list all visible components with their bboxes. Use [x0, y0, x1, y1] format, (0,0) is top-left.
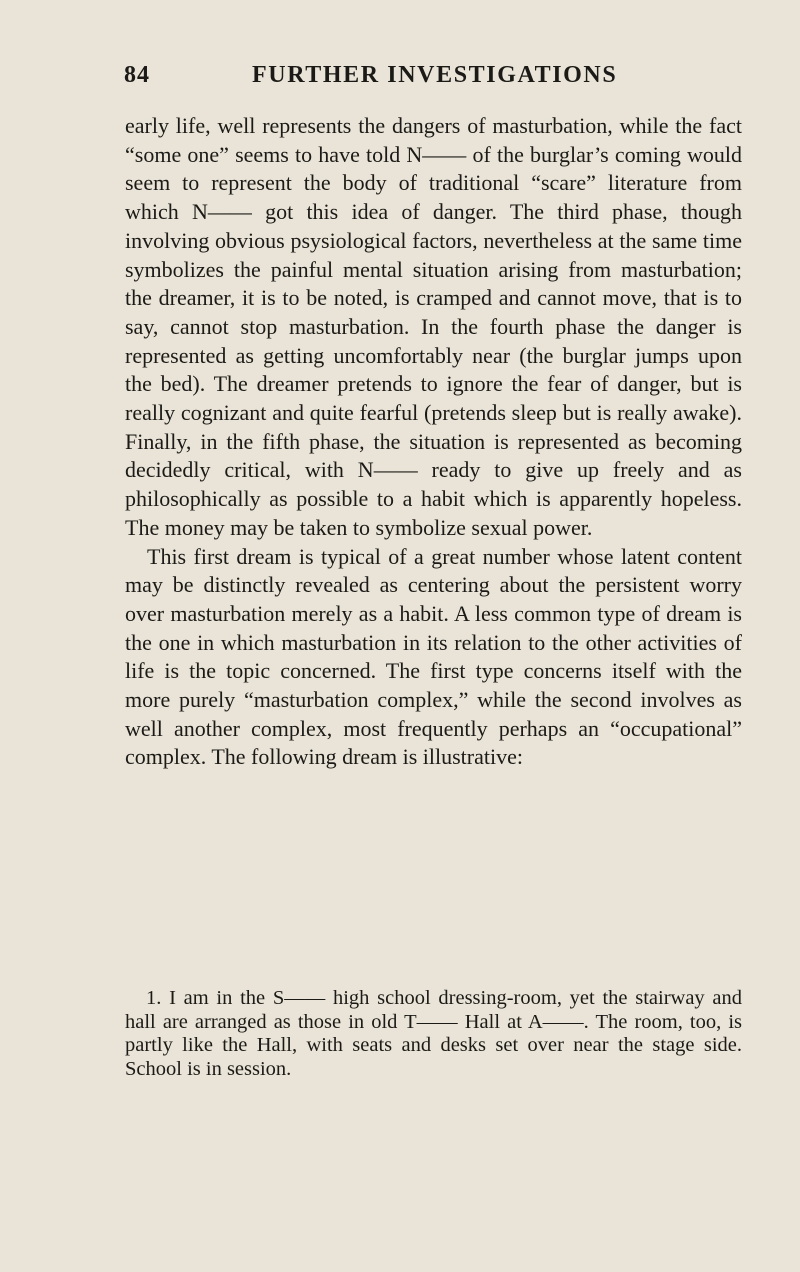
body-text: [125, 112, 742, 772]
example-paragraph: 1. I am in the S—— high school dressing-room, yet the stairway and hall are arranged as those in old T—— Hall at A——. The room, too, is partly like the Hall, with seats and desks set over near the stage side. School is in session.: [125, 987, 742, 1080]
running-head: FURTHER INVESTIGATIONS: [252, 62, 618, 88]
page-number: 84: [124, 62, 150, 88]
dream-example: [125, 987, 742, 1081]
paragraph-continued: early life, well represents the dangers of masturbation, while the fact “some one” seems to have told N—— of the burglar’s coming would seem to represent the body of traditional “scare” literature from which N—— got this idea of danger. The third phase, though involving obvious psysiological factors, nevertheless at the same time symbolizes the painful mental situation arising from masturbation; the dreamer, it is to be noted, is cramped and cannot move, that is to say, cannot stop masturbation. In the fourth phase the danger is represented as getting uncomfortably near (the burglar jumps upon the bed). The dreamer pretends to ignore the fear of danger, but is really cognizant and quite fearful (pretends sleep but is really awake). Finally, in the fifth phase, the situation is represented as becoming decidedly critical, with N—— ready to give up freely and as philosophically as possible to a habit which is apparently hopeless. The money may be taken to symbolize sexual power.: [125, 113, 742, 540]
paragraph: This first dream is typical of a great number whose latent content may be distinctly revealed as centering about the persistent worry over masturbation merely as a habit. A less common type of dream is the one in which masturbation in its relation to the other activities of life is the topic concerned. The first type concerns itself with the more purely “masturbation complex,” while the second involves as well another complex, most frequently perhaps an “occupational” complex. The following dream is illustrative:: [125, 543, 742, 770]
page-header: [0, 62, 800, 96]
